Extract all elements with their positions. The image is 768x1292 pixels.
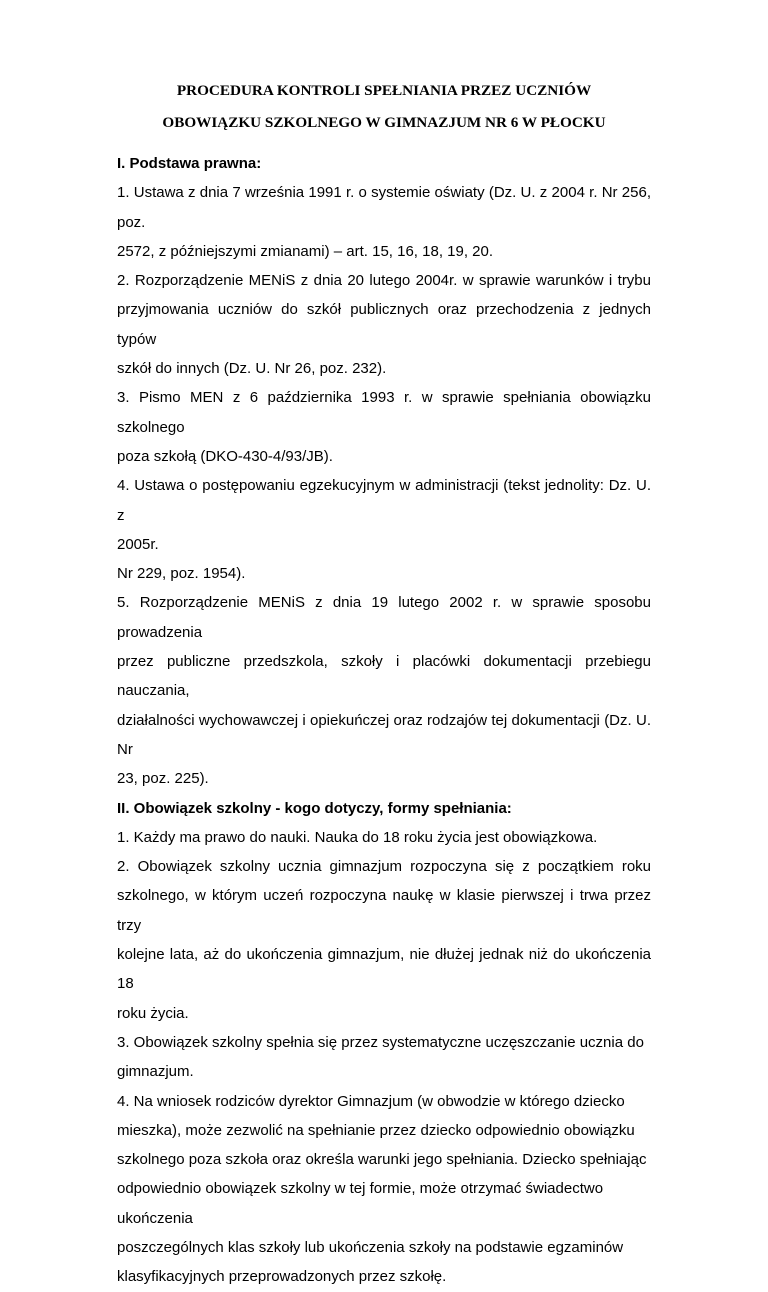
text-line: odpowiednio obowiązek szkolny w tej formie, może otrzymać świadectwo ukończenia (117, 1180, 604, 1227)
text-line: Nr 229, poz. 1954). (117, 565, 246, 583)
document-body (117, 149, 651, 1292)
text-line: 3. Obowiązek szkolny spełnia się przez systematyczne uczęszczanie ucznia do (117, 1033, 644, 1051)
section-2-heading: II. Obowiązek szkolny - kogo dotyczy, formy spełniania: (117, 799, 512, 817)
text-line: 2005r. (117, 535, 159, 553)
text-line: 5. Rozporządzenie MENiS z dnia 19 lutego 2002 r. w sprawie sposobu prowadzenia (117, 594, 651, 641)
text-line: 2. Rozporządzenie MENiS z dnia 20 lutego 2004r. w sprawie warunków i trybu (117, 272, 651, 290)
text-line: poza szkołą (DKO-430-4/93/JB). (117, 447, 333, 465)
text-line: roku życia. (117, 1004, 189, 1022)
section-1-heading: I. Podstawa prawna: (117, 155, 262, 172)
text-line: przez publiczne przedszkola, szkoły i placówki dokumentacji przebiegu nauczania, (117, 653, 651, 700)
text-line: działalności wychowawczej i opiekuńczej oraz rodzajów tej dokumentacji (Dz. U. Nr (117, 711, 651, 758)
text-line: szkolnego poza szkoła oraz określa warunki jego spełniania. Dziecko spełniając (117, 1151, 647, 1169)
title-line-1: PROCEDURA KONTROLI SPEŁNIANIA PRZEZ UCZNIÓW (176, 82, 592, 99)
text-line: poszczególnych klas szkoły lub ukończenia szkoły na podstawie egzaminów (117, 1238, 624, 1256)
text-line: 2572, z późniejszymi zmianami) – art. 15, 16, 18, 19, 20. (117, 242, 494, 260)
text-line: kolejne lata, aż do ukończenia gimnazjum, nie dłużej jednak niż do ukończenia 18 (117, 946, 651, 993)
text-line: 1. Ustawa z dnia 7 września 1991 r. o systemie oświaty (Dz. U. z 2004 r. Nr 256, poz. (117, 184, 651, 231)
text-line: 1. Każdy ma prawo do nauki. Nauka do 18 roku życia jest obowiązkowa. (117, 828, 598, 846)
text-line: gimnazjum. (117, 1063, 194, 1081)
text-line: 4. Ustawa o postępowaniu egzekucyjnym w administracji (tekst jednolity: Dz. U. z (117, 477, 651, 524)
text-line: przyjmowania uczniów do szkół publicznych oraz przechodzenia z jednych typów (117, 301, 651, 348)
text-line: klasyfikacyjnych przeprowadzonych przez szkołę. (117, 1268, 447, 1286)
text-line: 3. Pismo MEN z 6 października 1993 r. w sprawie spełniania obowiązku szkolnego (117, 389, 651, 436)
text-line: mieszka), może zezwolić na spełnianie przez dziecko odpowiednio obowiązku (117, 1121, 635, 1139)
text-line: szkolnego, w którym uczeń rozpoczyna naukę w klasie pierwszej i trwa przez trzy (117, 887, 651, 934)
text-line: 2. Obowiązek szkolny ucznia gimnazjum rozpoczyna się z początkiem roku (117, 858, 651, 876)
title-line-2: OBOWIĄZKU SZKOLNEGO W GIMNAZJUM NR 6 W PŁOCKU (162, 114, 606, 131)
text-line: szkół do innych (Dz. U. Nr 26, poz. 232). (117, 360, 387, 378)
text-line: 4. Na wniosek rodziców dyrektor Gimnazjum (w obwodzie w którego dziecko (117, 1092, 625, 1110)
text-line: 23, poz. 225). (117, 770, 209, 788)
